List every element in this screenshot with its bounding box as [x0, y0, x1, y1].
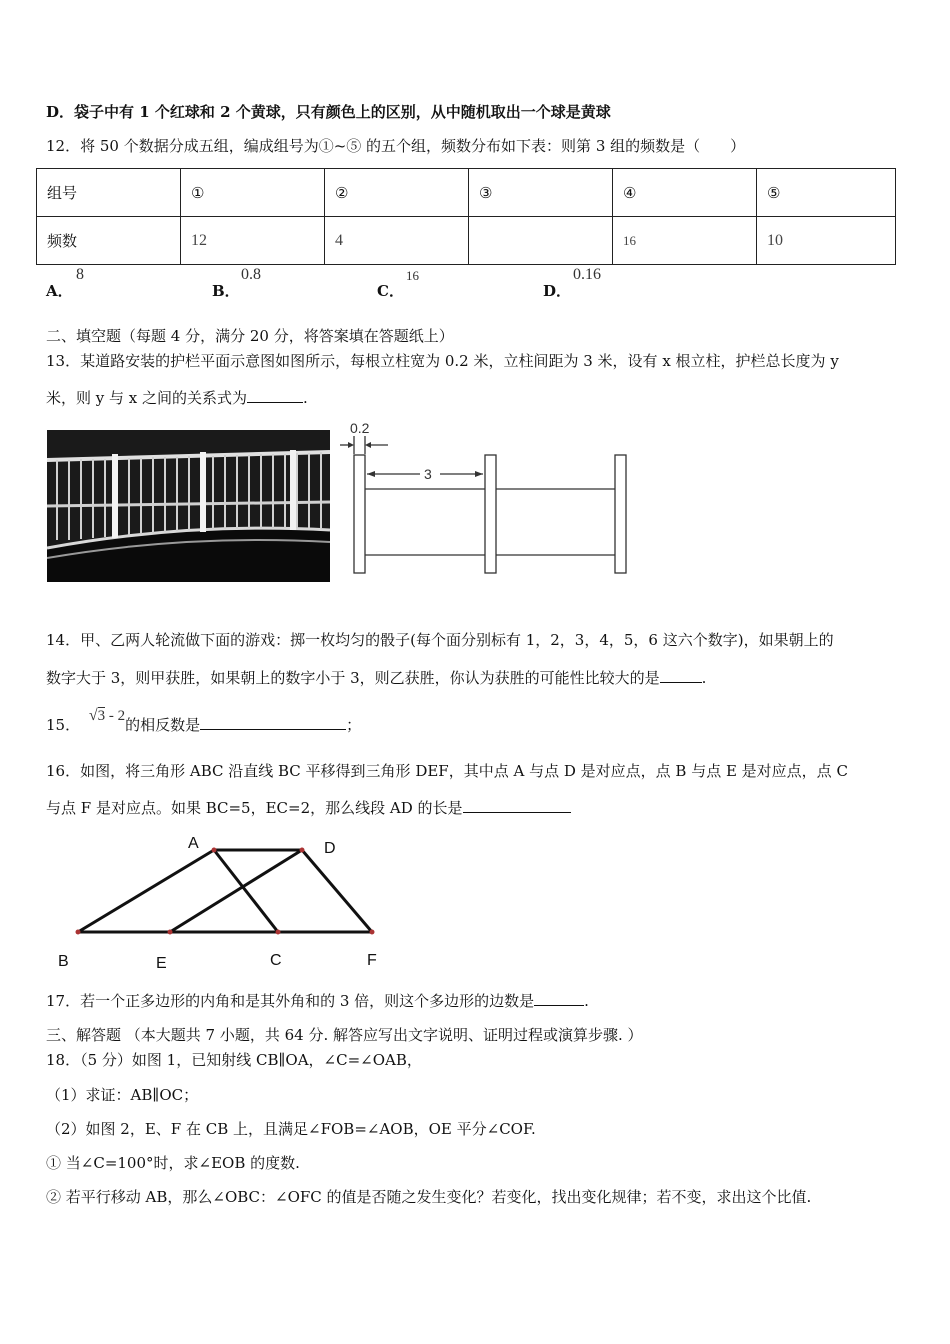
- fence-gap-label: 3: [424, 466, 432, 482]
- q17-text: 17．若一个正多边形的内角和是其外角和的 3 倍，则这个多边形的边数是: [46, 992, 535, 1010]
- table-cell: ①: [181, 169, 325, 217]
- option-d-label: D．: [543, 282, 572, 300]
- fence-width-label: 0.2: [350, 420, 370, 436]
- section-3-heading: 三、解答题 （本大题共 7 小题，共 64 分. 解答应写出文字说明、证明过程或演算步骤. ）: [46, 1026, 643, 1044]
- q15-expr-tail: - 2: [105, 708, 126, 724]
- q15-end: ；: [346, 716, 362, 734]
- option-b-value: 0.8: [241, 266, 261, 283]
- q11-option-d: D．袋子中有 1 个红球和 2 个黄球，只有颜色上的区别，从中随机取出一个球是黄球: [46, 103, 611, 121]
- q15-radicand: 3: [97, 708, 106, 724]
- table-cell: ②: [325, 169, 469, 217]
- option-b-label: B．: [212, 282, 240, 300]
- answer-blank: [534, 991, 584, 1006]
- section-2-heading: 二、填空题（每题 4 分，满分 20 分，将答案填在答题纸上）: [46, 327, 454, 345]
- q12-stem: 12．将 50 个数据分成五组，编成组号为①~⑤ 的五个组，频数分布如下表：则第 3 组的频数是（ ）: [46, 137, 746, 155]
- q14-line2: [46, 668, 706, 688]
- table-cell: 16: [613, 217, 757, 265]
- table-cell: 4: [325, 217, 469, 265]
- q17: [46, 991, 589, 1011]
- answer-blank: [463, 798, 571, 813]
- q13-line2: [46, 388, 308, 408]
- q13-text: 米，则 y 与 x 之间的关系式为: [46, 389, 248, 407]
- option-c-label: C．: [377, 282, 404, 300]
- table-cell: 12: [181, 217, 325, 265]
- point-d-label: D: [324, 840, 336, 857]
- point-f-label: F: [367, 952, 377, 969]
- option-c-value: 16: [406, 268, 419, 283]
- option-a-value: 8: [76, 266, 84, 283]
- table-cell: ③: [469, 169, 613, 217]
- guardrail-photo: [47, 430, 330, 582]
- q17-end: .: [584, 992, 589, 1010]
- q18-sub1: ① 当∠C=100°时，求∠EOB 的度数.: [46, 1154, 300, 1172]
- q18-part1: （1）求证：AB∥OC；: [46, 1086, 199, 1104]
- q15-number: 15．: [46, 716, 81, 734]
- table-row: [37, 169, 896, 217]
- q13-line1: 13．某道路安装的护栏平面示意图如图所示，每根立柱宽为 0.2 米，立柱间距为 3 米，设有 x 根立柱，护栏总长度为 y: [46, 352, 839, 370]
- answer-blank: [660, 668, 702, 683]
- frequency-table: [36, 168, 896, 265]
- table-cell: 10: [757, 217, 896, 265]
- q16-text: 与点 F 是对应点。如果 BC=5，EC=2，那么线段 AD 的长是: [46, 799, 463, 817]
- option-a-label: A．: [46, 282, 73, 300]
- point-b-label: B: [58, 953, 69, 970]
- table-cell: 频数: [37, 217, 181, 265]
- answer-blank: [200, 715, 346, 730]
- answer-blank: [247, 388, 303, 403]
- q18-sub2: ② 若平行移动 AB，那么∠OBC：∠OFC 的值是否随之发生变化？若变化，找出变化规律；若不变，求出这个比值.: [46, 1188, 812, 1206]
- triangle-translation-diagram: [40, 826, 400, 976]
- q15-text: 的相反数是: [125, 716, 201, 734]
- table-cell: 组号: [37, 169, 181, 217]
- q15-expression: √3 - 2: [88, 707, 126, 724]
- q15: [46, 707, 362, 736]
- q16-line1: 16．如图，将三角形 ABC 沿直线 BC 平移得到三角形 DEF，其中点 A 与点 D 是对应点，点 B 与点 E 是对应点，点 C: [46, 762, 848, 780]
- table-cell: ④: [613, 169, 757, 217]
- guardrail-diagram: [340, 418, 640, 580]
- q14-line1: 14．甲、乙两人轮流做下面的游戏：掷一枚均匀的骰子(每个面分别标有 1，2，3，4，5，6 这六个数字)，如果朝上的: [46, 631, 834, 649]
- q14-end: .: [701, 669, 707, 687]
- q16-line2: [46, 798, 571, 818]
- point-c-label: C: [270, 952, 282, 969]
- option-d-value: 0.16: [573, 266, 601, 283]
- q18-part2: （2）如图 2，E、F 在 CB 上，且满足∠FOB=∠AOB，OE 平分∠COF.: [46, 1120, 536, 1138]
- q13-end: .: [303, 389, 308, 407]
- q14-text: 数字大于 3，则甲获胜，如果朝上的数字小于 3，则乙获胜，你认为获胜的可能性比较大的是: [46, 669, 660, 687]
- table-cell: ⑤: [757, 169, 896, 217]
- point-e-label: E: [156, 955, 167, 972]
- q18-stem: 18．（5 分）如图 1，已知射线 CB∥OA，∠C=∠OAB，: [46, 1051, 422, 1069]
- table-cell: [469, 217, 613, 265]
- table-row: [37, 217, 896, 265]
- point-a-label: A: [188, 835, 199, 852]
